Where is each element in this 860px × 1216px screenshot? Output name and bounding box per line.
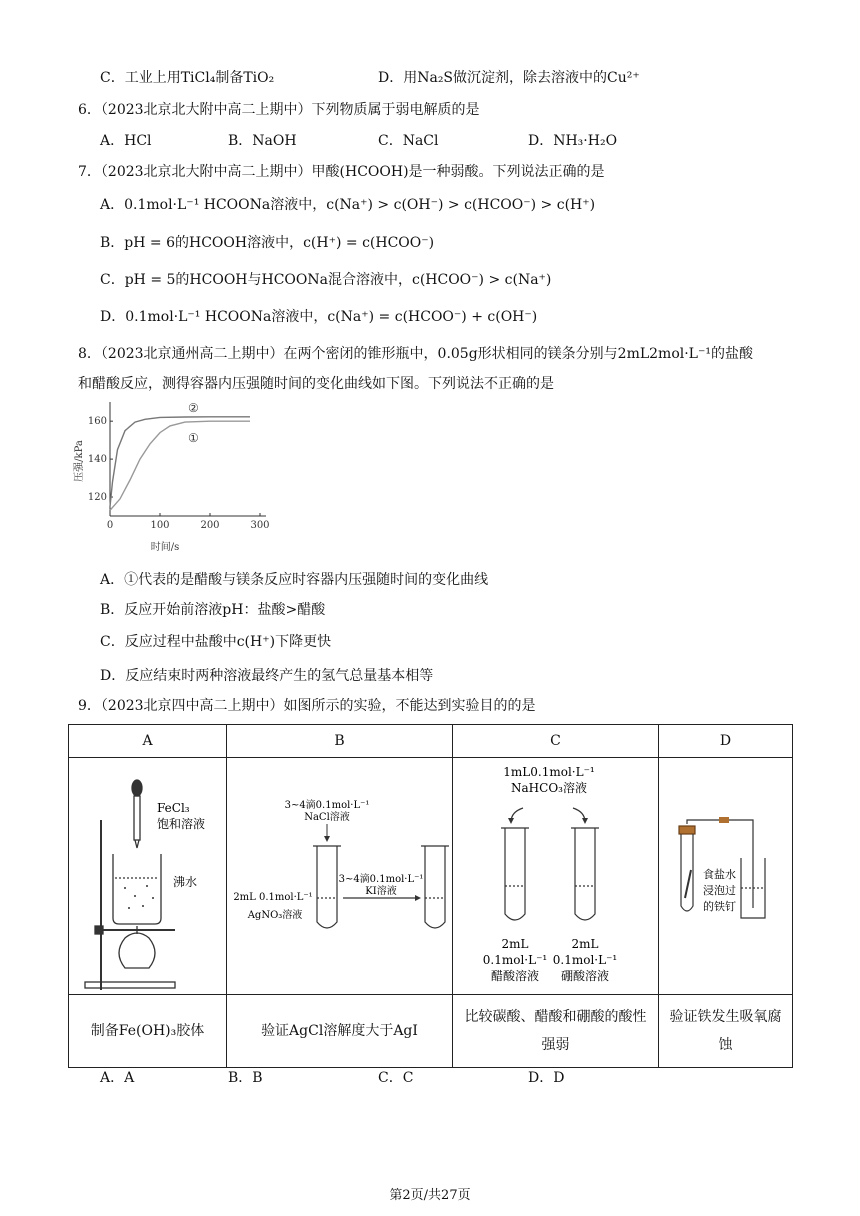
caption-b: 验证AgCl溶解度大于AgI [227, 995, 453, 1068]
series-label-1: ② [188, 401, 199, 415]
y-tick-label: 120 [87, 492, 107, 504]
iron-stand-base [85, 982, 175, 988]
experiment-table [68, 724, 793, 1068]
label-drop1-nacl: NaCl溶液 [304, 812, 350, 823]
q9-option-a: A．A [100, 1070, 135, 1086]
y-axis-label: 压强/kPa [74, 440, 85, 482]
caption-c: 比较碳酸、醋酸和硼酸的酸性强弱 [453, 995, 659, 1068]
table-caption-row [69, 995, 793, 1068]
label-c-top-nahco3: NaHCO₃溶液 [511, 781, 587, 795]
header-c: C [453, 725, 659, 758]
series-line-1 [110, 417, 250, 507]
label-c-left-conc: 0.1mol·L⁻¹ [482, 953, 548, 967]
q7-option-a: A．0.1mol·L⁻¹ HCOONa溶液中，c(Na⁺) > c(OH⁻) > c(HCOO⁻) > c(H⁺) [100, 197, 596, 213]
q8-stem-line1: 8．（2023北京通州高二上期中）在两个密闭的锥形瓶中，0.05g形状相同的镁条分别与2mL2mol·L⁻¹的盐酸 [78, 346, 753, 362]
q6-option-b: B．NaOH [228, 133, 297, 149]
label-d-soaked: 浸泡过 [703, 884, 736, 897]
test-tube-acetic [505, 828, 525, 920]
header-b: B [227, 725, 453, 758]
figure-b-precipitate [227, 758, 453, 995]
label-drop1-conc: 3~4滴0.1mol·L⁻¹ [284, 800, 370, 811]
label-c-left-vol: 2mL [501, 937, 529, 951]
rubber-stopper [679, 826, 695, 834]
caption-a: 制备Fe(OH)₃胶体 [69, 995, 227, 1068]
q9-stem: 9．（2023北京四中高二上期中）如图所示的实验，不能达到实验目的的是 [78, 698, 536, 714]
page-footer: 第2页/共27页 [389, 1188, 471, 1203]
label-d-salt: 食盐水 [703, 868, 736, 881]
test-tube-1 [317, 846, 337, 928]
q5-option-c: C．工业上用TiCl₄制备TiO₂ [100, 70, 275, 86]
y-tick-label: 140 [87, 454, 107, 466]
series-line-2 [110, 421, 250, 510]
figure-d-corrosion [659, 758, 793, 995]
beaker [113, 854, 161, 924]
label-tube1-agno3: AgNO₃溶液 [247, 910, 303, 921]
x-tick-label: 0 [106, 520, 114, 531]
chart-axes [73, 402, 270, 553]
q6-option-a: A．HCl [100, 133, 152, 149]
q7-option-d: D．0.1mol·L⁻¹ HCOONa溶液中，c(Na⁺) = c(HCOO⁻) + c(OH⁻) [100, 309, 538, 325]
x-tick-label: 200 [200, 520, 220, 531]
alcohol-lamp [119, 933, 155, 968]
y-tick-label: 160 [87, 416, 107, 428]
q6-option-d: D．NH₃·H₂O [528, 133, 618, 149]
q9-option-c: C．C [378, 1070, 414, 1086]
iron-nail [685, 870, 691, 898]
label-d-nail: 的铁钉 [703, 900, 736, 913]
pressure-time-chart [70, 398, 270, 558]
x-axis-label: 时间/s [150, 542, 180, 553]
label-c-right-name: 硼酸溶液 [560, 969, 610, 983]
q8-option-b: B．反应开始前溶液pH：盐酸>醋酸 [100, 602, 326, 618]
header-d: D [659, 725, 793, 758]
figure-a-colloid [69, 758, 227, 995]
figure-c-acid-strength [453, 758, 659, 995]
q7-option-b: B．pH = 6的HCOOH溶液中，c(H⁺) = c(HCOO⁻) [100, 235, 435, 251]
label-drop2-conc: 3~4滴0.1mol·L⁻¹ [338, 874, 424, 885]
test-tube-2 [425, 846, 445, 928]
label-c-right-conc: 0.1mol·L⁻¹ [552, 953, 618, 967]
dropper-tube [134, 796, 140, 840]
test-tube-boric [575, 828, 595, 920]
label-c-right-vol: 2mL [571, 937, 599, 951]
q8-stem-line2: 和醋酸反应，测得容器内压强随时间的变化曲线如下图。下列说法不正确的是 [78, 376, 554, 392]
q7-option-c: C．pH = 5的HCOOH与HCOONa混合溶液中，c(HCOO⁻) > c(Na⁺) [100, 272, 552, 288]
q7-stem: 7．（2023北京北大附中高二上期中）甲酸(HCOOH)是一种弱酸。下列说法正确的是 [78, 164, 605, 180]
q5-option-d: D．用Na₂S做沉淀剂，除去溶液中的Cu²⁺ [378, 70, 640, 86]
dropper-bulb [132, 780, 142, 796]
q8-option-c: C．反应过程中盐酸中c(H⁺)下降更快 [100, 634, 332, 650]
label-boiling-water: 沸水 [173, 875, 198, 889]
label-c-left-name: 醋酸溶液 [490, 969, 540, 983]
table-header-row [69, 725, 793, 758]
label-tube1-conc: 2mL 0.1mol·L⁻¹ [233, 892, 313, 903]
label-drop2-ki: KI溶液 [365, 886, 397, 897]
x-tick-label: 100 [150, 520, 170, 531]
q8-option-a: A．①代表的是醋酸与镁条反应时容器内压强随时间的变化曲线 [100, 572, 489, 588]
label-saturated-solution: 饱和溶液 [157, 817, 206, 831]
caption-d: 验证铁发生吸氧腐蚀 [659, 995, 793, 1068]
table-figure-row [69, 758, 793, 995]
x-tick-label: 300 [250, 520, 270, 531]
header-a: A [69, 725, 227, 758]
label-fecl3: FeCl₃ [157, 801, 190, 815]
q8-option-d: D．反应结束时两种溶液最终产生的氢气总量基本相等 [100, 668, 434, 684]
label-c-top-conc: 1mL0.1mol·L⁻¹ [503, 765, 595, 779]
q9-option-b: B．B [228, 1070, 263, 1086]
q6-option-c: C．NaCl [378, 133, 439, 149]
series-label-2: ① [188, 431, 199, 445]
q9-option-d: D．D [528, 1070, 565, 1086]
q6-stem: 6．（2023北京北大附中高二上期中）下列物质属于弱电解质的是 [78, 102, 480, 118]
